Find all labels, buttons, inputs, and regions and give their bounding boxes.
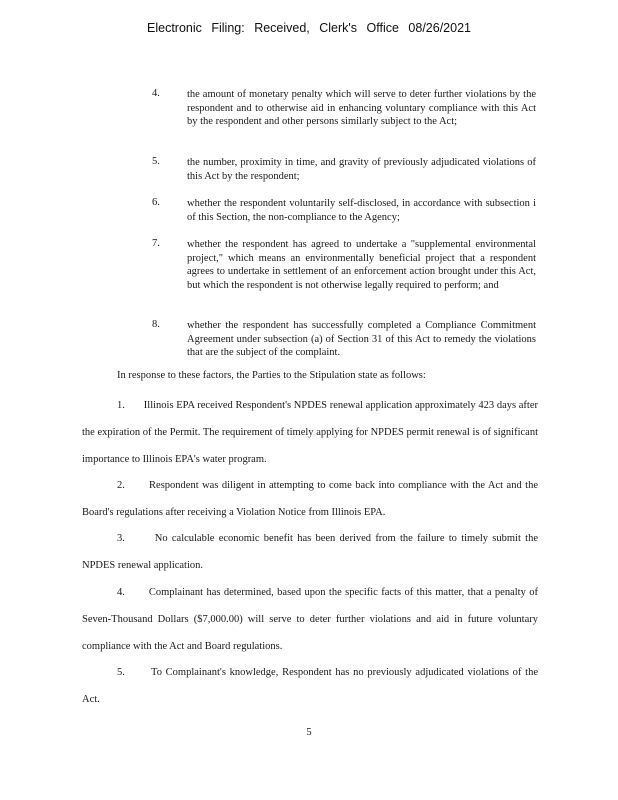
factor-number: 4. [152,88,160,99]
filing-header: Electronic Filing: Received, Clerk's Office 08/26/2021 [147,21,471,35]
page-number: 5 [306,727,312,738]
intro-sentence: In response to these factors, the Parties to the Stipulation state as follows: [117,370,426,381]
factor-text: whether the respondent has agreed to undertake a "supplemental environmental project," which means an environmentally beneficial project that a respondent agrees to undertake in settlement of an enforcement action brought under this Act, but which the respondent is not otherwise legally required to perform; and [187,239,536,291]
factor-text: the amount of monetary penalty which will serve to deter further violations by the respondent and to otherwise aid in enhancing voluntary compliance with this Act by the respondent and other persons similarly subject to the Act; [187,89,536,128]
factor-number: 7. [152,238,160,249]
factor-text: the number, proximity in time, and gravity of previously adjudicated violations of this Act by the respondent; [187,157,536,182]
factor-text: whether the respondent has successfully completed a Compliance Commitment Agreement under subsection (a) of Section 31 of this Act to remedy the violations that are the subject of the complaint. [187,320,536,359]
paragraph-4: 4. Complainant has determined, based upon the specific facts of this matter, that a penalty of Seven-Thousand Dollars ($7,000.00) will serve to deter further violations and aid in future voluntary compliance with the Act and Board regulations. [82,587,538,652]
factor-number: 6. [152,197,160,208]
factor-number: 8. [152,319,160,330]
paragraph-2: 2. Respondent was diligent in attempting to come back into compliance with the Act and the Board's regulations after receiving a Violation Notice from Illinois EPA. [82,480,538,518]
factor-text: whether the respondent voluntarily self-disclosed, in accordance with subsection i of this Section, the non-compliance to the Agency; [187,198,536,223]
paragraph-1: 1. Illinois EPA received Respondent's NPDES renewal application approximately 423 days after the expiration of the Permit. The requirement of timely applying for NPDES permit renewal is of significant importance to Illinois EPA's water program. [82,400,538,465]
paragraph-5: 5. To Complainant's knowledge, Respondent has no previously adjudicated violations of the Act. [82,667,538,705]
factor-number: 5. [152,156,160,167]
paragraph-3: 3. No calculable economic benefit has been derived from the failure to timely submit the NPDES renewal application. [82,533,538,571]
